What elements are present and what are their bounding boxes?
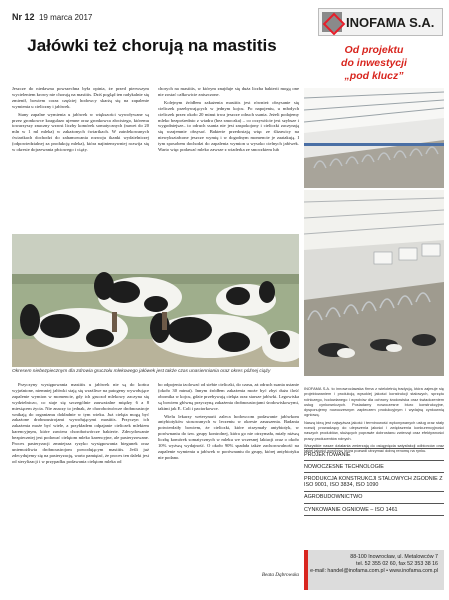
contact-box (304, 550, 444, 590)
author-signature: Beata Dąbrowska (261, 572, 299, 578)
barn-stalls-illustration (304, 190, 444, 376)
paragraph: Kolejnym źródłem zakażenia mastitis jest również obsysanie się cieliczek przebywających w jednym kojcu. Po napojeniu, u młodych cieliczek przez około 20 minut trwa jeszcze odruch ssania. Jeżeli podajemy mleko bezpośrednio z wiadra (bez smoczka) – co oczywiście jest szybsze i wygodniejsze– to odruch ssania nie jest zaspokojony i cieliczki zaczynają się wzajemnie obsysać. Bakterie przedostają więc ze ślizawicy na niewykształcone jeszcze wymię i w dogodnym momencie je zaatakują. I tym sposobem dochodzi do zapalenia wymion u wysoko cielnych jałówek. Warto więc podawać mleko zawsze z wiaderka ze smoczkiem lub (158, 99, 299, 153)
contact-address: 88-100 Inowrocław, ul. Metalowców 7 (350, 554, 438, 560)
column-upper-left (12, 86, 149, 155)
paragraph: bo odpojenia izolować od siebie cieliczki, do czasu, aż odruch ssania ustanie (około 30 minut). Innym źródłem zakażenia może być zbyt duża ilość obornika w kojcu, gdzie przebywają cielęta oraz starsze jałówki. Legowiska są bowiem główną przyczyną zakażenia drobnoustrojami środowiskowymi, takimi jak E. Coli i paciorkowce. (158, 382, 299, 411)
company-description (304, 386, 444, 456)
article-title: Jałówki też chorują na mastitis (27, 36, 277, 55)
paragraph: Przyczyny występowania mastitis u jałówek nie są do końca wyjaśnione, niemniej jałówki stają się wrażliwe na patogeny wywołujące zapalenie wymion w momencie, gdy ich gruczoł mlekowy zaczyna się wydzielniczo, co staje się szczególnie zauważalne między 6 a 8 miesiącem życia. Nie znaczy to jednak, że chorobotwórcze drobnoustroje wnikają do organizmu dokładnie w tym wieku. Już cielęta mogą być zakażone drobnoustrojami wywołującymi mastitis. Przyczyn ich zakażenia może być wiele, a przykładem odpajanie cieliczek mlekiem karencyjnym, które zawiera chorobotwórcze bakterie. Zdecydowanie bezpieczniej jest podawać cielętom mleko karencyjne, ale pasteryzowane. Proces pasteryzacji zmniejsza ryzyko występowania biegunek oraz uniemożliwia drobnoustrojom powodującym mastitis. Jeśli już zdecydujemy się na pasteryzację, warto pamiętać, że proces ten daleki jest od sterylizacji i w przypadku podawania cielętom mleka od (12, 382, 149, 464)
service-item: AGROBUDOWNICTWO (304, 492, 444, 504)
barn-photo-1 (304, 88, 444, 188)
column-upper-right (158, 86, 299, 155)
company-name: INOFAMA S.A. (346, 15, 435, 30)
accent-bar (304, 550, 308, 590)
issue-header (12, 12, 92, 22)
issue-number: Nr 12 (12, 12, 35, 22)
paragraph: Wszystkie nasze działania zmierzają do osiągnięcia satysfakcji odbiorców oraz takiej jakości wyrobów, która pozwoli utrzymać dobrą renomę na rynku. (304, 442, 444, 454)
barn-interior-illustration (304, 88, 444, 188)
lead-paragraph: Jeszcze do niedawna powszechna była opinia, że przed pierwszym wycieleniem krowy nie chorują na mastitis. Dziś pogląd ten radykalnie się zmienił, bowiem coraz częściej hodowcy skarżą się na zapalenie wymienia u cieliczny i jałówek. (12, 86, 149, 109)
barn-photo-2 (304, 190, 444, 376)
cows-illustration (12, 234, 299, 367)
slogan-line: do inwestycji (341, 57, 407, 69)
service-item: PRODUKCJA KONSTRUKCJI STALOWYCH ZGODNIE Z ISO 9001, ISO 3834, ISO 1090 (304, 473, 444, 491)
services-list (304, 448, 444, 516)
company-logo (318, 8, 443, 36)
service-item: CYNKOWANIE OGNIOWE – ISO 1461 (304, 504, 444, 516)
paragraph: Naszą ideą jest najwyższa jakość i terminowość wykonywanych usług oraz stały rozwój prowadzący do ulepszenia jakości i zwiększenia konkurencyjności naszych produktów, służących poprawie dobrostanu zwierząt oraz efektywności pracy producentów rolnych. (304, 419, 444, 441)
paragraph: Stany zapalne wymienia u jałówek w większości wywoływane są przez gronkowce koagulazo ujemne oraz gronkowca złocistego, któremu towarzyszy znaczny wzrost liczby komórek somatycznych (nawet do 20 mln w 1 ml mleka) w zakażonych ćwiartkach. W zainfekowanych ćwiartkach dochodzi do zahamowania rozwoju tkanki wydzielniczej (odpowiedzialnej za produkcję mleka), która najintensywniej rozwija się w okresie dojrzewania płciowego i ciąży. (12, 111, 149, 153)
slogan-line: „pod klucz” (344, 70, 404, 82)
ad-slogan (304, 44, 444, 83)
photo-caption: Okresem niebezpiecznym dla zdrowia gruczołu mlekowego jałówek jest także czas unasienniania oraz okres późnej ciąży (12, 369, 271, 374)
paragraph: Wielu lekarzy weterynarii zaleca hodowcom podawanie jałówkom antybiotyków stosowanych w leczeniu w okresie zasuszenia. Badania potwierdziły bowiem, że cieliczki, które otrzymały antybiotyk, w porównaniu do tzw. grupy kontrolnej, która go nie otrzymała, miały niższą liczbę komórek somatycznych w mleku we wczesnej laktacji oraz o około 10% wyższą wydajność. O około 90% spadała także zachorowalność na zapalenie wymienia u jałówek w porównaniu do grupy, której antybiotyku nie podano. (158, 413, 299, 460)
service-item: NOWOCZESNE TECHNOLOGIE (304, 461, 444, 473)
logo-icon (322, 12, 342, 32)
contact-phone: tel. 52 355 02 60, fax 52 353 38 16 (356, 561, 438, 567)
column-lower-left (12, 382, 149, 467)
paragraph: chorych na mastitis, w którym znajduje się duża liczba bakterii mogą one nie zostać całkowicie zniszczone. (158, 86, 299, 97)
slogan-line: Od projektu (344, 44, 404, 56)
cows-photo (12, 234, 299, 367)
service-item: PROJEKTOWANIE (304, 448, 444, 461)
contact-email[interactable]: e-mail: handel@inofama.com.pl • www.inofama.com.pl (310, 568, 438, 574)
column-lower-right (158, 382, 299, 463)
paragraph: INOFAMA S.A. to innowroclawska firma z wieloletnią tradycją, która zajmuje się projektowaniem i produkcją wysokiej jakości konstrukcji stalowych, sprzętu rolniczego, hodowlanego i wyrobów dla ochrony środowiska oraz świadczeniem usług cynkowniczych. Posiadamy nowoczesne biuro konstrukcyjne, dysponujemy nowoczesnym zapleczem produkcyjnym i wydajną cynkownią ogniową. (304, 386, 444, 418)
issue-date: 19 marca 2017 (38, 13, 93, 22)
